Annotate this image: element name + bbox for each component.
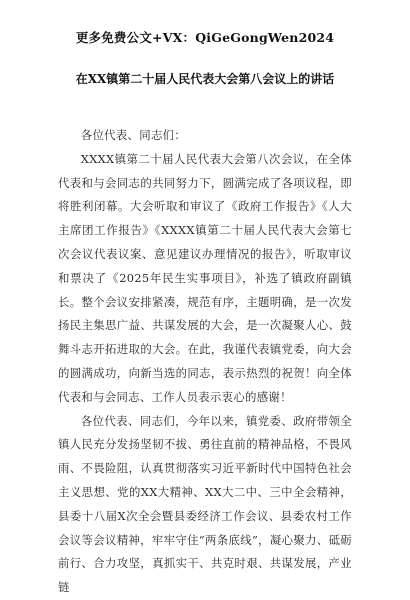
paragraph-2: 各位代表、同志们，今年以来，镇党委、政府带领全镇人民充分发扬坚韧不拔、勇往直前的精神品格，不畏风雨、不畏险阻，认真贯彻落实习近平新时代中国特色社会主义思想、党的XX大精神、XX大二中、三中全会精神，县委十八届X次全会暨县委经济工作会议、县委农村工作会议等会议精神，牢牢守住“两条底线”，凝心聚力、砥砺前行、合力攻坚，真抓实干、共克时艰、共谋发展，产业链 — [58, 413, 352, 595]
paragraph-1: XXXX镇第二十届人民代表大会第八次会议，在全体代表和与会同志的共同努力下，圆满完成了各项议程，即将胜利闭幕。大会听取和审议了《政府工作报告》《人大主席团工作报告》《XXXX镇第二十届人民代表大会第七次会议代表议案、意见建议办理情况的报告》，听取审议和票决了《2025年民生实事项目》，补选了镇政府副镇长。整个会议安排紧凑，规范有序，主题明确，是一次发扬民主集思广益、共谋发展的大会，是一次凝聚人心、鼓舞斗志开拓进取的大会。在此，我谨代表镇党委，向大会的圆满成功，向新当选的同志，表示热烈的祝贺！向全体代表和与会同志、工作人员表示衷心的感谢！ — [58, 151, 352, 404]
salutation: 各位代表、同志们： — [80, 128, 187, 142]
watermark-header: 更多免费公文+VX：QiGeGongWen2024 — [75, 30, 335, 45]
document-body — [58, 124, 352, 600]
document-title: 在XX镇第二十届人民代表大会第八会议上的讲话 — [75, 72, 335, 86]
